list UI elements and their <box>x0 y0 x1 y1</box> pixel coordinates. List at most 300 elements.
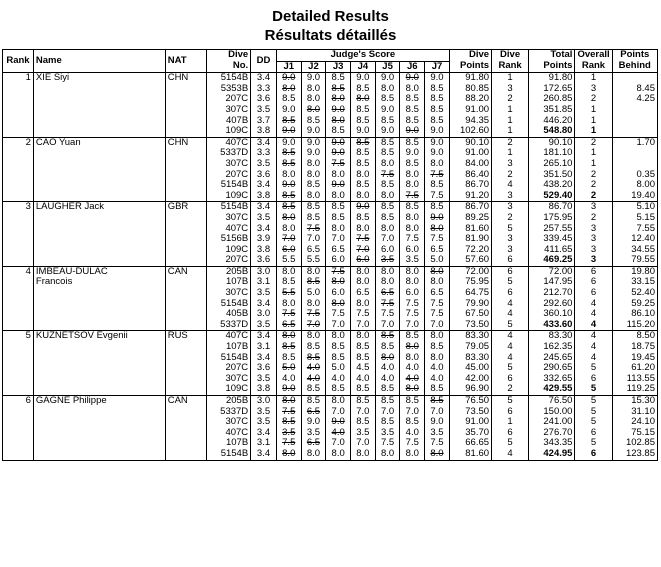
judge-score-j1: 5.5 <box>276 288 301 299</box>
points-behind <box>612 73 657 84</box>
judge-score-j2: 8.0 <box>301 266 326 277</box>
total-points: 351.85 <box>529 105 575 116</box>
judge-score-j2: 7.5 <box>301 309 326 320</box>
judge-score-j1: 6.0 <box>276 245 301 256</box>
dive-number: 5337D <box>206 148 250 159</box>
athlete-name <box>33 407 165 418</box>
dive-number: 205B <box>206 266 250 277</box>
judge-score-j4: 9.0 <box>351 73 376 84</box>
overall-rank: 4 <box>575 309 612 320</box>
judge-score-j6: 4.0 <box>400 428 425 439</box>
judge-score-j4: 8.0 <box>351 94 376 105</box>
judge-score-j7: 8.0 <box>425 331 450 342</box>
judge-score-j2: 8.0 <box>301 105 326 116</box>
dive-number: 205B <box>206 396 250 407</box>
dive-number: 307C <box>206 105 250 116</box>
dive-number: 5154B <box>206 180 250 191</box>
judge-score-j7: 4.0 <box>425 363 450 374</box>
athlete-name <box>33 170 165 181</box>
points-behind: 24.10 <box>612 417 657 428</box>
total-points: 424.95 <box>529 449 575 460</box>
athlete-name <box>33 213 165 224</box>
athlete-rank <box>3 374 34 385</box>
judge-score-j5: 8.5 <box>375 202 400 213</box>
total-points: 433.60 <box>529 320 575 331</box>
overall-rank: 1 <box>575 126 612 137</box>
judge-score-j3: 6.5 <box>326 245 351 256</box>
total-points: 86.70 <box>529 202 575 213</box>
athlete-name <box>33 94 165 105</box>
dive-points: 35.70 <box>449 428 491 439</box>
judge-score-j3: 9.0 <box>326 417 351 428</box>
judge-score-j2: 8.5 <box>301 353 326 364</box>
table-row <box>3 331 658 342</box>
athlete-name <box>33 148 165 159</box>
overall-rank: 6 <box>575 288 612 299</box>
judge-score-j6: 8.0 <box>400 384 425 395</box>
athlete-rank <box>3 170 34 181</box>
judge-score-j2: 6.5 <box>301 438 326 449</box>
table-row <box>3 105 658 116</box>
table-row <box>3 180 658 191</box>
degree-of-difficulty: 3.4 <box>251 428 277 439</box>
judge-score-j2: 8.5 <box>301 213 326 224</box>
dive-points: 67.50 <box>449 309 491 320</box>
judge-score-j4: 8.0 <box>351 266 376 277</box>
judge-score-j6: 8.0 <box>400 353 425 364</box>
athlete-name <box>33 255 165 266</box>
judge-score-j1: 6.5 <box>276 320 301 331</box>
judge-score-j5: 8.0 <box>375 224 400 235</box>
athlete-nat <box>165 309 206 320</box>
judge-score-j2: 9.0 <box>301 148 326 159</box>
points-behind: 19.45 <box>612 353 657 364</box>
judge-score-j1: 8.5 <box>276 159 301 170</box>
dive-number: 407B <box>206 116 250 127</box>
athlete-rank: 1 <box>3 73 34 84</box>
total-points: 147.95 <box>529 277 575 288</box>
judge-score-j7: 9.0 <box>425 213 450 224</box>
overall-rank: 2 <box>575 191 612 202</box>
judge-score-j6: 7.5 <box>400 438 425 449</box>
total-points: 260.85 <box>529 94 575 105</box>
judge-score-j2: 8.5 <box>301 180 326 191</box>
judge-score-j7: 9.0 <box>425 126 450 137</box>
judge-score-j5: 7.5 <box>375 170 400 181</box>
degree-of-difficulty: 3.3 <box>251 148 277 159</box>
athlete-rank: 5 <box>3 331 34 342</box>
athlete-nat <box>165 288 206 299</box>
dive-points: 42.00 <box>449 374 491 385</box>
judge-score-j5: 8.0 <box>375 266 400 277</box>
dive-rank: 4 <box>492 299 529 310</box>
total-points: 181.10 <box>529 148 575 159</box>
dive-rank: 1 <box>492 116 529 127</box>
header-dive-points-2: Points <box>449 61 491 73</box>
judge-score-j6: 7.5 <box>400 191 425 202</box>
judge-score-j7: 8.5 <box>425 384 450 395</box>
dive-points: 66.65 <box>449 438 491 449</box>
judge-score-j4: 8.5 <box>351 116 376 127</box>
athlete-name <box>33 126 165 137</box>
dive-rank: 2 <box>492 94 529 105</box>
judge-score-j1: 8.0 <box>276 331 301 342</box>
points-behind: 5.15 <box>612 213 657 224</box>
degree-of-difficulty: 3.4 <box>251 299 277 310</box>
dive-points: 81.60 <box>449 224 491 235</box>
dive-points: 91.00 <box>449 148 491 159</box>
dive-points: 83.30 <box>449 331 491 342</box>
judge-score-j3: 7.0 <box>326 438 351 449</box>
judge-score-j7: 8.0 <box>425 159 450 170</box>
judge-score-j1: 7.5 <box>276 407 301 418</box>
athlete-rank <box>3 449 34 460</box>
athlete-name: IMBEAU-DULAC <box>33 266 165 277</box>
total-points: 411.65 <box>529 245 575 256</box>
judge-score-j7: 7.5 <box>425 309 450 320</box>
athlete-rank <box>3 126 34 137</box>
header-points-behind-2: Behind <box>612 61 657 73</box>
table-row <box>3 428 658 439</box>
header-j4: J4 <box>351 61 376 73</box>
total-points: 438.20 <box>529 180 575 191</box>
judge-score-j5: 8.0 <box>375 191 400 202</box>
judge-score-j4: 7.5 <box>351 309 376 320</box>
header-dive-rank-1: Dive <box>492 50 529 62</box>
judge-score-j1: 9.0 <box>276 105 301 116</box>
judge-score-j4: 8.5 <box>351 342 376 353</box>
athlete-rank <box>3 159 34 170</box>
total-points: 343.35 <box>529 438 575 449</box>
degree-of-difficulty: 3.4 <box>251 202 277 213</box>
judge-score-j3: 8.5 <box>326 384 351 395</box>
judge-score-j6: 8.5 <box>400 396 425 407</box>
degree-of-difficulty: 3.5 <box>251 213 277 224</box>
dive-points: 90.10 <box>449 137 491 148</box>
judge-score-j3: 8.0 <box>326 170 351 181</box>
athlete-rank <box>3 213 34 224</box>
athlete-nat <box>165 353 206 364</box>
judge-score-j2: 6.5 <box>301 245 326 256</box>
judge-score-j3: 8.0 <box>326 116 351 127</box>
header-dive-points-1: Dive <box>449 50 491 62</box>
points-behind: 61.20 <box>612 363 657 374</box>
judge-score-j2: 8.0 <box>301 331 326 342</box>
dive-rank: 2 <box>492 384 529 395</box>
table-row <box>3 288 658 299</box>
table-row <box>3 245 658 256</box>
dive-number: 307C <box>206 159 250 170</box>
points-behind: 0.35 <box>612 170 657 181</box>
judge-score-j5: 8.5 <box>375 94 400 105</box>
dive-points: 80.85 <box>449 84 491 95</box>
overall-rank: 5 <box>575 417 612 428</box>
table-row <box>3 266 658 277</box>
dive-rank: 5 <box>492 320 529 331</box>
dive-rank: 1 <box>492 417 529 428</box>
athlete-rank <box>3 224 34 235</box>
points-behind: 75.15 <box>612 428 657 439</box>
table-row <box>3 374 658 385</box>
table-row <box>3 170 658 181</box>
athlete-rank <box>3 105 34 116</box>
overall-rank: 3 <box>575 202 612 213</box>
dive-points: 79.05 <box>449 342 491 353</box>
dive-rank: 6 <box>492 255 529 266</box>
athlete-name <box>33 438 165 449</box>
dive-number: 405B <box>206 309 250 320</box>
overall-rank: 4 <box>575 320 612 331</box>
athlete-nat <box>165 363 206 374</box>
judge-score-j5: 4.0 <box>375 363 400 374</box>
dive-number: 407C <box>206 428 250 439</box>
judge-score-j5: 9.0 <box>375 105 400 116</box>
points-behind: 115.20 <box>612 320 657 331</box>
dive-points: 72.00 <box>449 266 491 277</box>
degree-of-difficulty: 3.4 <box>251 137 277 148</box>
judge-score-j1: 9.0 <box>276 137 301 148</box>
judge-score-j7: 9.0 <box>425 417 450 428</box>
judge-score-j1: 8.5 <box>276 417 301 428</box>
athlete-rank <box>3 277 34 288</box>
dive-rank: 2 <box>492 213 529 224</box>
points-behind: 7.55 <box>612 224 657 235</box>
page-title: Detailed Results <box>272 8 389 25</box>
degree-of-difficulty: 3.0 <box>251 309 277 320</box>
judge-score-j7: 8.0 <box>425 266 450 277</box>
athlete-name <box>33 374 165 385</box>
judge-score-j2: 8.0 <box>301 170 326 181</box>
total-points: 172.65 <box>529 84 575 95</box>
overall-rank: 2 <box>575 213 612 224</box>
athlete-nat <box>165 428 206 439</box>
total-points: 257.55 <box>529 224 575 235</box>
table-row <box>3 213 658 224</box>
judge-score-j1: 8.0 <box>276 299 301 310</box>
judge-score-j3: 8.0 <box>326 449 351 460</box>
judge-score-j5: 8.5 <box>375 180 400 191</box>
table-row <box>3 417 658 428</box>
degree-of-difficulty: 3.5 <box>251 159 277 170</box>
judge-score-j3: 7.0 <box>326 407 351 418</box>
judge-score-j4: 6.0 <box>351 255 376 266</box>
athlete-nat <box>165 342 206 353</box>
athlete-name: KUZNETSOV Evgenii <box>33 331 165 342</box>
overall-rank: 3 <box>575 84 612 95</box>
judge-score-j1: 9.0 <box>276 180 301 191</box>
athlete-nat <box>165 438 206 449</box>
table-row <box>3 438 658 449</box>
athlete-name <box>33 191 165 202</box>
dive-points: 79.90 <box>449 299 491 310</box>
athlete-nat <box>165 170 206 181</box>
dive-rank: 4 <box>492 331 529 342</box>
dive-number: 307C <box>206 417 250 428</box>
athlete-name <box>33 245 165 256</box>
dive-number: 5154B <box>206 299 250 310</box>
judge-score-j4: 8.5 <box>351 84 376 95</box>
athlete-nat <box>165 191 206 202</box>
athlete-rank <box>3 255 34 266</box>
degree-of-difficulty: 3.5 <box>251 417 277 428</box>
athlete-rank <box>3 148 34 159</box>
judge-score-j3: 7.5 <box>326 309 351 320</box>
judge-score-j6: 8.5 <box>400 137 425 148</box>
judge-score-j3: 8.0 <box>326 331 351 342</box>
overall-rank: 5 <box>575 363 612 374</box>
athlete-nat <box>165 407 206 418</box>
dive-number: 5154B <box>206 73 250 84</box>
judge-score-j4: 8.0 <box>351 224 376 235</box>
judge-score-j3: 8.0 <box>326 94 351 105</box>
results-table <box>2 49 658 461</box>
judge-score-j6: 6.0 <box>400 288 425 299</box>
judge-score-j1: 9.0 <box>276 384 301 395</box>
results-body <box>3 73 658 460</box>
overall-rank: 4 <box>575 299 612 310</box>
header-dd: DD <box>251 50 277 73</box>
athlete-name <box>33 428 165 439</box>
header-total-points-1: Total <box>529 50 575 62</box>
degree-of-difficulty: 3.8 <box>251 384 277 395</box>
degree-of-difficulty: 3.5 <box>251 320 277 331</box>
total-points: 290.65 <box>529 363 575 374</box>
judge-score-j4: 8.5 <box>351 105 376 116</box>
athlete-name <box>33 105 165 116</box>
dive-number: 107B <box>206 342 250 353</box>
judge-score-j7: 7.0 <box>425 407 450 418</box>
points-behind <box>612 159 657 170</box>
total-points: 529.40 <box>529 191 575 202</box>
dive-points: 89.25 <box>449 213 491 224</box>
points-behind: 113.55 <box>612 374 657 385</box>
dive-number: 5337D <box>206 407 250 418</box>
judge-score-j4: 8.5 <box>351 148 376 159</box>
overall-rank: 1 <box>575 148 612 159</box>
table-row <box>3 137 658 148</box>
overall-rank: 5 <box>575 384 612 395</box>
table-row <box>3 309 658 320</box>
judge-score-j3: 4.0 <box>326 428 351 439</box>
table-row <box>3 191 658 202</box>
judge-score-j7: 8.5 <box>425 94 450 105</box>
judge-score-j6: 8.0 <box>400 266 425 277</box>
judge-score-j4: 9.0 <box>351 202 376 213</box>
athlete-nat <box>165 94 206 105</box>
judge-score-j2: 3.5 <box>301 428 326 439</box>
judge-score-j7: 8.0 <box>425 224 450 235</box>
degree-of-difficulty: 3.5 <box>251 374 277 385</box>
judge-score-j3: 7.5 <box>326 266 351 277</box>
header-rank: Rank <box>3 50 34 73</box>
judge-score-j7: 8.0 <box>425 277 450 288</box>
judge-score-j5: 9.0 <box>375 126 400 137</box>
dive-number: 307C <box>206 374 250 385</box>
athlete-name: Francois <box>33 277 165 288</box>
table-row <box>3 94 658 105</box>
athlete-rank <box>3 320 34 331</box>
overall-rank: 2 <box>575 137 612 148</box>
judge-score-j6: 8.0 <box>400 449 425 460</box>
judge-score-j1: 8.5 <box>276 353 301 364</box>
overall-rank: 4 <box>575 353 612 364</box>
judge-score-j3: 9.0 <box>326 105 351 116</box>
judge-score-j1: 8.0 <box>276 84 301 95</box>
dive-rank: 6 <box>492 407 529 418</box>
athlete-rank <box>3 180 34 191</box>
overall-rank: 5 <box>575 407 612 418</box>
athlete-nat <box>165 105 206 116</box>
overall-rank: 6 <box>575 449 612 460</box>
overall-rank: 1 <box>575 73 612 84</box>
table-row <box>3 396 658 407</box>
athlete-name <box>33 224 165 235</box>
dive-points: 72.20 <box>449 245 491 256</box>
degree-of-difficulty: 3.0 <box>251 396 277 407</box>
dive-points: 91.00 <box>449 417 491 428</box>
judge-score-j7: 9.0 <box>425 73 450 84</box>
judge-score-j4: 3.5 <box>351 428 376 439</box>
athlete-rank <box>3 428 34 439</box>
judge-score-j6: 4.0 <box>400 363 425 374</box>
dive-points: 102.60 <box>449 126 491 137</box>
athlete-nat <box>165 374 206 385</box>
overall-rank: 2 <box>575 180 612 191</box>
degree-of-difficulty: 3.4 <box>251 73 277 84</box>
dive-number: 5156B <box>206 234 250 245</box>
judge-score-j1: 8.0 <box>276 396 301 407</box>
judge-score-j6: 3.5 <box>400 255 425 266</box>
judge-score-j4: 4.0 <box>351 374 376 385</box>
athlete-rank <box>3 353 34 364</box>
athlete-name <box>33 320 165 331</box>
athlete-rank: 2 <box>3 137 34 148</box>
judge-score-j1: 8.0 <box>276 213 301 224</box>
dive-points: 45.00 <box>449 363 491 374</box>
athlete-rank <box>3 288 34 299</box>
athlete-name <box>33 84 165 95</box>
judge-score-j7: 7.0 <box>425 320 450 331</box>
overall-rank: 5 <box>575 396 612 407</box>
overall-rank: 3 <box>575 255 612 266</box>
table-row <box>3 363 658 374</box>
degree-of-difficulty: 3.8 <box>251 245 277 256</box>
points-behind: 31.10 <box>612 407 657 418</box>
dive-number: 207C <box>206 94 250 105</box>
judge-score-j6: 9.0 <box>400 73 425 84</box>
athlete-name: CAO Yuan <box>33 137 165 148</box>
judge-score-j6: 6.0 <box>400 245 425 256</box>
judge-score-j7: 8.5 <box>425 342 450 353</box>
athlete-nat <box>165 126 206 137</box>
dive-rank: 5 <box>492 396 529 407</box>
overall-rank: 6 <box>575 428 612 439</box>
judge-score-j3: 8.5 <box>326 202 351 213</box>
judge-score-j4: 8.5 <box>351 213 376 224</box>
degree-of-difficulty: 3.9 <box>251 234 277 245</box>
judge-score-j4: 8.5 <box>351 180 376 191</box>
total-points: 162.35 <box>529 342 575 353</box>
total-points: 245.65 <box>529 353 575 364</box>
judge-score-j2: 5.5 <box>301 255 326 266</box>
judge-score-j2: 8.5 <box>301 384 326 395</box>
degree-of-difficulty: 3.5 <box>251 288 277 299</box>
dive-rank: 2 <box>492 170 529 181</box>
judge-score-j3: 8.5 <box>326 353 351 364</box>
degree-of-difficulty: 3.8 <box>251 126 277 137</box>
judge-score-j6: 7.5 <box>400 234 425 245</box>
athlete-name: XIE Siyi <box>33 73 165 84</box>
